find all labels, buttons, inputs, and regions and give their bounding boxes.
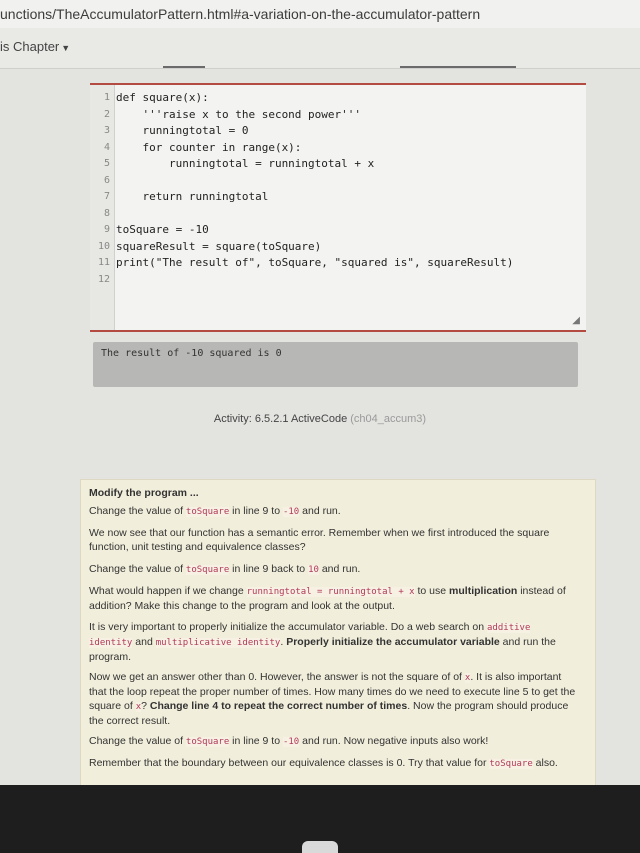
bold-text: multiplication bbox=[449, 585, 518, 597]
code-editor[interactable] bbox=[90, 83, 586, 332]
code-text: toSquare = -10 bbox=[116, 223, 209, 236]
instructions-box bbox=[80, 479, 596, 786]
activity-id: (ch04_accum3) bbox=[350, 413, 427, 425]
inline-code: multiplicative identity bbox=[155, 638, 281, 648]
text: to use bbox=[414, 585, 450, 597]
activity-caption bbox=[0, 413, 640, 425]
output-text: The result of -10 squared is 0 bbox=[101, 348, 282, 359]
code-text: for counter in range(x): bbox=[116, 140, 302, 154]
line-number: 12 bbox=[97, 273, 110, 285]
code-text: '''raise x to the second power''' bbox=[116, 107, 362, 121]
code-text: def square(x): bbox=[116, 91, 209, 104]
instruction-step-8 bbox=[89, 756, 579, 771]
inline-code: additive identity bbox=[89, 623, 531, 648]
inline-code: -10 bbox=[282, 507, 300, 517]
inline-code: toSquare bbox=[185, 565, 230, 575]
monitor-logo bbox=[302, 841, 338, 853]
address-bar[interactable] bbox=[0, 0, 640, 28]
line-number: 8 bbox=[103, 207, 110, 219]
text: . bbox=[280, 636, 287, 648]
inline-code: x bbox=[135, 702, 142, 712]
code-text: squareResult = square(toSquare) bbox=[116, 239, 322, 253]
instruction-step-3 bbox=[89, 562, 579, 577]
code-text: return runningtotal bbox=[116, 190, 269, 203]
code-text: runningtotal = 0 bbox=[116, 124, 249, 137]
text: Change the value of bbox=[89, 563, 186, 575]
text: ? bbox=[141, 700, 150, 712]
text: in line 9 back to bbox=[229, 563, 309, 575]
inline-code: toSquare bbox=[185, 507, 230, 517]
instruction-step-6 bbox=[89, 670, 579, 728]
text: and run. bbox=[299, 505, 341, 517]
instruction-step-1 bbox=[89, 504, 579, 519]
text: . It is also important that the loop repeat the proper number of times. How many times do we need to execute line 5 to get the square of bbox=[89, 671, 576, 712]
caret-down-icon: ▼ bbox=[61, 43, 71, 53]
text: instead of addition? Make this change to the program and look at the output. bbox=[89, 585, 566, 612]
text: and run. bbox=[318, 563, 361, 575]
line-number: 4 bbox=[103, 141, 110, 153]
instructions-title: Modify the program ... bbox=[89, 487, 199, 499]
url-text: unctions/TheAccumulatorPattern.html#a-variation-on-the-accumulator-pattern bbox=[0, 6, 481, 22]
instruction-step-4 bbox=[89, 584, 579, 613]
text: . Now the program should produce the correct result. bbox=[89, 700, 569, 727]
bold-text: Properly initialize the accumulator variable bbox=[286, 636, 500, 648]
chapter-menu[interactable] bbox=[0, 39, 70, 54]
line-number: 5 bbox=[103, 158, 110, 169]
program-output bbox=[93, 342, 578, 387]
text: What would happen if we change bbox=[89, 585, 247, 597]
chapter-label: is Chapter bbox=[0, 39, 60, 54]
text: It is very important to properly initialize the accumulator variable. Do a web search on bbox=[89, 621, 488, 633]
text: and run the program. bbox=[89, 636, 556, 663]
code-text: print("The result of", toSquare, "squared is", squareResult) bbox=[116, 256, 514, 269]
line-number: 3 bbox=[103, 125, 110, 136]
text: Now we get an answer other than 0. However, the answer is not the square of of bbox=[89, 671, 465, 683]
text: also. bbox=[532, 757, 558, 769]
inline-code: runningtotal = runningtotal + x bbox=[246, 587, 415, 597]
text: and run. Now negative inputs also work! bbox=[299, 735, 489, 747]
text: Change the value of bbox=[89, 505, 186, 517]
inline-code: toSquare bbox=[185, 737, 230, 747]
text: and bbox=[132, 636, 156, 648]
line-number: 2 bbox=[103, 108, 110, 120]
line-number: 11 bbox=[97, 257, 110, 268]
code-text: runningtotal = runningtotal + x bbox=[116, 157, 375, 170]
line-number: 1 bbox=[103, 92, 110, 103]
instruction-step-7 bbox=[89, 734, 579, 749]
nav-underline-left bbox=[163, 66, 205, 68]
resize-handle-icon[interactable]: ◢ bbox=[572, 315, 580, 326]
instruction-step-5 bbox=[89, 620, 579, 664]
inline-code: -10 bbox=[282, 737, 300, 747]
inline-code: toSquare bbox=[489, 759, 533, 769]
page-content bbox=[0, 69, 640, 785]
text: in line 9 to bbox=[229, 735, 283, 747]
line-number: 7 bbox=[103, 191, 110, 202]
line-number: 9 bbox=[103, 224, 110, 235]
line-number: 10 bbox=[97, 240, 110, 252]
line-number: 6 bbox=[103, 174, 110, 186]
inline-code: x bbox=[464, 673, 471, 683]
inline-code: 10 bbox=[308, 565, 319, 575]
text: in line 9 to bbox=[229, 505, 283, 517]
text: Remember that the boundary between our equivalence classes is 0. Try that value for bbox=[89, 757, 490, 769]
monitor-bezel bbox=[0, 785, 640, 853]
text: Change the value of bbox=[89, 735, 186, 747]
chapter-navbar bbox=[0, 28, 640, 69]
bold-text: Change line 4 to repeat the correct number of times bbox=[149, 700, 408, 712]
instruction-step-2: We now see that our function has a semantic error. Remember when we first introduced the square function, unit testing and equivalence classes? bbox=[89, 527, 550, 553]
activity-label: Activity: 6.5.2.1 ActiveCode bbox=[213, 413, 348, 425]
nav-underline-right bbox=[400, 66, 516, 68]
